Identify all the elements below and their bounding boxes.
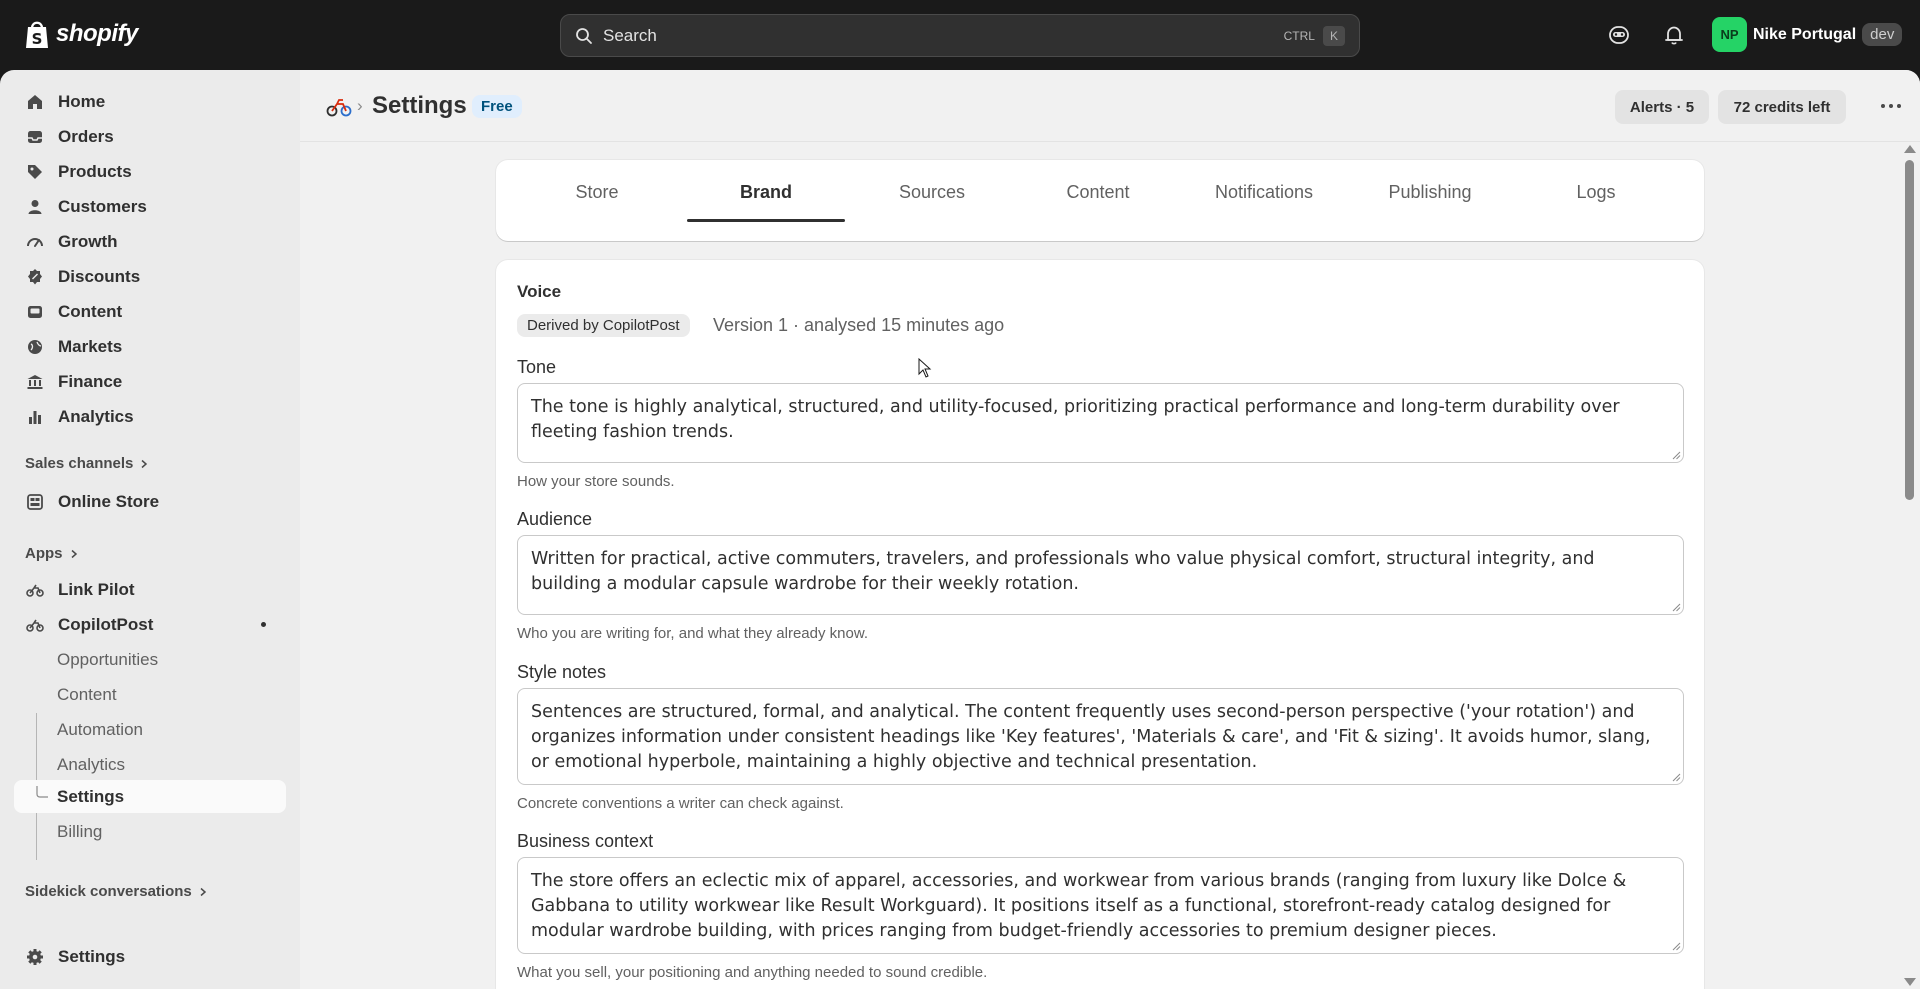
credits-button[interactable]: 72 credits left	[1718, 90, 1846, 124]
gauge-icon	[26, 233, 44, 251]
app-motorbike-icon[interactable]	[326, 98, 352, 118]
business-context-help: What you sell, your positioning and anything needed to sound credible.	[517, 964, 988, 981]
business-context-label: Business context	[517, 831, 654, 851]
sidebar-item-opportunities[interactable]	[14, 643, 286, 676]
search-icon	[575, 27, 593, 45]
tone-textarea[interactable]	[517, 383, 1684, 463]
sidebar-item-markets[interactable]	[14, 330, 286, 363]
resize-grip-icon[interactable]	[1671, 602, 1681, 612]
sidebar-item-analytics-sub[interactable]	[14, 748, 286, 781]
shopping-bag-icon	[24, 18, 50, 50]
bank-icon	[26, 373, 44, 391]
sidekick-conversations-header[interactable]	[25, 883, 208, 900]
search-placeholder: Search	[603, 25, 657, 45]
sidebar-item-label: Orders	[58, 126, 114, 146]
sidebar-item-growth[interactable]	[14, 225, 286, 258]
tab-store[interactable]: Store	[575, 182, 619, 202]
sidebar-item-settings-sub[interactable]	[14, 780, 286, 813]
sidebar-item-label: Settings	[57, 786, 125, 806]
scroll-thumb[interactable]	[1905, 160, 1914, 500]
sales-channels-title: Sales channels	[25, 455, 134, 472]
tree-branch-icon	[36, 786, 50, 800]
business-context-textarea[interactable]	[517, 857, 1684, 954]
more-horizontal-icon[interactable]	[1878, 96, 1904, 116]
motorbike-icon	[26, 581, 44, 599]
svg-text:S: S	[31, 30, 43, 48]
chevron-right-icon	[198, 887, 208, 897]
shopify-logo[interactable]	[24, 18, 138, 50]
sidebar-item-label: Link Pilot	[58, 579, 135, 599]
shortcut-k: K	[1323, 26, 1345, 46]
style-notes-textarea[interactable]	[517, 688, 1684, 785]
sidebar-item-products[interactable]	[14, 155, 286, 188]
vertical-scrollbar[interactable]	[1900, 142, 1920, 989]
sidebar-item-label: Markets	[58, 336, 123, 356]
plan-badge: Free	[472, 95, 522, 118]
business-context-value: The store offers an eclectic mix of apparel, accessories, and workwear from various brands (ranging from luxury like Dolce & Gabbana to utility workwear like Result Workguard). It positions itself as a functional, storefront-ready catalog designed for modular wardrobe building, with prices ranging from budget-friendly accessories to premium designer pieces.	[531, 871, 1627, 941]
derived-badge: Derived by CopilotPost	[517, 314, 690, 337]
sidebar-item-orders[interactable]	[14, 120, 286, 153]
version-text: Version 1 · analysed 15 minutes ago	[713, 315, 1005, 335]
tab-sources[interactable]: Sources	[898, 182, 966, 202]
sidebar-item-discounts[interactable]	[14, 260, 286, 293]
sidebar-item-label: Content	[57, 684, 117, 704]
sidebar-item-label: CopilotPost	[58, 614, 154, 634]
chevron-right-icon	[139, 459, 149, 469]
sidebar-item-label: Online Store	[58, 491, 160, 511]
tab-logs[interactable]: Logs	[1576, 182, 1616, 202]
sidebar-item-content[interactable]	[14, 295, 286, 328]
resize-grip-icon[interactable]	[1671, 941, 1681, 951]
apps-title: Apps	[25, 545, 63, 562]
sidebar-item-analytics[interactable]	[14, 400, 286, 433]
tone-help: How your store sounds.	[517, 473, 675, 490]
resize-grip-icon[interactable]	[1671, 772, 1681, 782]
search-bar[interactable]	[560, 14, 1360, 57]
audience-label: Audience	[517, 509, 593, 529]
sidebar-item-label: Growth	[58, 231, 118, 251]
image-icon	[26, 303, 44, 321]
sidebar-item-label: Settings	[58, 946, 126, 966]
sidebar-item-finance[interactable]	[14, 365, 286, 398]
audience-help: Who you are writing for, and what they already know.	[517, 625, 869, 642]
sidebar-item-label: Discounts	[58, 266, 141, 286]
scroll-up-icon[interactable]	[1904, 145, 1916, 153]
style-notes-help: Concrete conventions a writer can check against.	[517, 795, 844, 812]
shortcut-ctrl: CTRL	[1283, 28, 1315, 43]
env-badge: dev	[1862, 23, 1902, 46]
home-icon	[26, 93, 44, 111]
bar-chart-icon	[26, 408, 44, 426]
inbox-icon	[26, 128, 44, 146]
gear-icon	[26, 948, 44, 966]
sidebar-item-settings[interactable]	[14, 940, 286, 973]
globe-icon	[26, 338, 44, 356]
tone-label: Tone	[517, 357, 557, 377]
tag-icon	[26, 163, 44, 181]
sidebar-item-content-sub[interactable]	[14, 678, 286, 711]
sidebar-item-copilotpost[interactable]	[14, 608, 286, 641]
sidebar-item-label: Billing	[57, 821, 103, 841]
tab-notifications[interactable]: Notifications	[1214, 182, 1314, 202]
sidebar-item-home[interactable]	[14, 85, 286, 118]
person-icon	[26, 198, 44, 216]
sidebar-item-label: Content	[58, 301, 123, 321]
sidebar-item-billing[interactable]	[14, 815, 286, 848]
sidebar-item-customers[interactable]	[14, 190, 286, 223]
voice-card	[496, 260, 1704, 989]
sidebar-item-label: Finance	[58, 371, 123, 391]
style-notes-value: Sentences are structured, formal, and analytical. The content frequently uses second-person perspective ('your rotation') and organizes information under consistent headings like 'Key features', 'Materials & care', and 'Fit & sizing'. It avoids humor, slang, or emotional hyperbole, maintaining a highly objective and technical presentation.	[531, 702, 1651, 772]
sidebar-item-label: Products	[58, 161, 132, 181]
audience-textarea[interactable]	[517, 535, 1684, 615]
audience-value: Written for practical, active commuters, travelers, and professionals who value physical comfort, structural integrity, and building a modular capsule wardrobe for their weekly rotation.	[531, 549, 1595, 594]
bell-icon[interactable]	[1661, 22, 1687, 48]
storefront-icon	[26, 493, 44, 511]
sidebar-item-label: Analytics	[58, 406, 134, 426]
logo-text: shopify	[56, 20, 138, 47]
sidebar-item-label: Automation	[57, 719, 143, 739]
sidebar	[0, 70, 300, 989]
style-notes-label: Style notes	[517, 662, 607, 682]
scroll-down-icon[interactable]	[1904, 978, 1916, 986]
tab-content[interactable]: Content	[1066, 182, 1130, 202]
sidebar-item-link-pilot[interactable]	[14, 573, 286, 606]
user-name: Nike Portugal	[1753, 25, 1857, 43]
sidebar-item-label: Analytics	[57, 754, 126, 774]
discount-icon	[26, 268, 44, 286]
apps-header[interactable]	[25, 545, 79, 562]
tab-publishing[interactable]: Publishing	[1388, 182, 1472, 202]
main-area	[300, 70, 1920, 989]
alerts-button[interactable]: Alerts · 5	[1615, 90, 1709, 124]
settings-tabs	[496, 160, 1704, 241]
content-scroll-area	[300, 142, 1900, 989]
chevron-right-icon	[69, 549, 79, 559]
resize-grip-icon[interactable]	[1671, 450, 1681, 460]
tab-brand[interactable]: Brand	[687, 182, 845, 218]
sidebar-item-label: Home	[58, 91, 106, 111]
tone-value: The tone is highly analytical, structured, and utility-focused, prioritizing practical performance and long-term durability over fleeting fashion trends.	[531, 397, 1620, 442]
page-header	[300, 70, 1920, 142]
mouse-cursor-icon	[918, 358, 932, 378]
pin-dot	[261, 622, 266, 627]
sidekick-icon[interactable]	[1606, 22, 1632, 48]
user-menu[interactable]	[1712, 17, 1902, 52]
motorbike-icon	[26, 616, 44, 634]
sidebar-item-label: Opportunities	[57, 649, 159, 669]
sidebar-item-automation[interactable]	[14, 713, 286, 746]
avatar: NP	[1712, 17, 1747, 52]
sidebar-item-online-store[interactable]	[14, 485, 286, 518]
sidebar-item-label: Customers	[58, 196, 147, 216]
top-bar	[0, 0, 1920, 70]
card-title: Voice	[517, 282, 562, 301]
sidekick-title: Sidekick conversations	[25, 883, 192, 900]
breadcrumb-chevron-icon: ›	[357, 96, 363, 115]
sales-channels-header[interactable]	[25, 455, 149, 472]
page-title: Settings	[372, 92, 467, 119]
